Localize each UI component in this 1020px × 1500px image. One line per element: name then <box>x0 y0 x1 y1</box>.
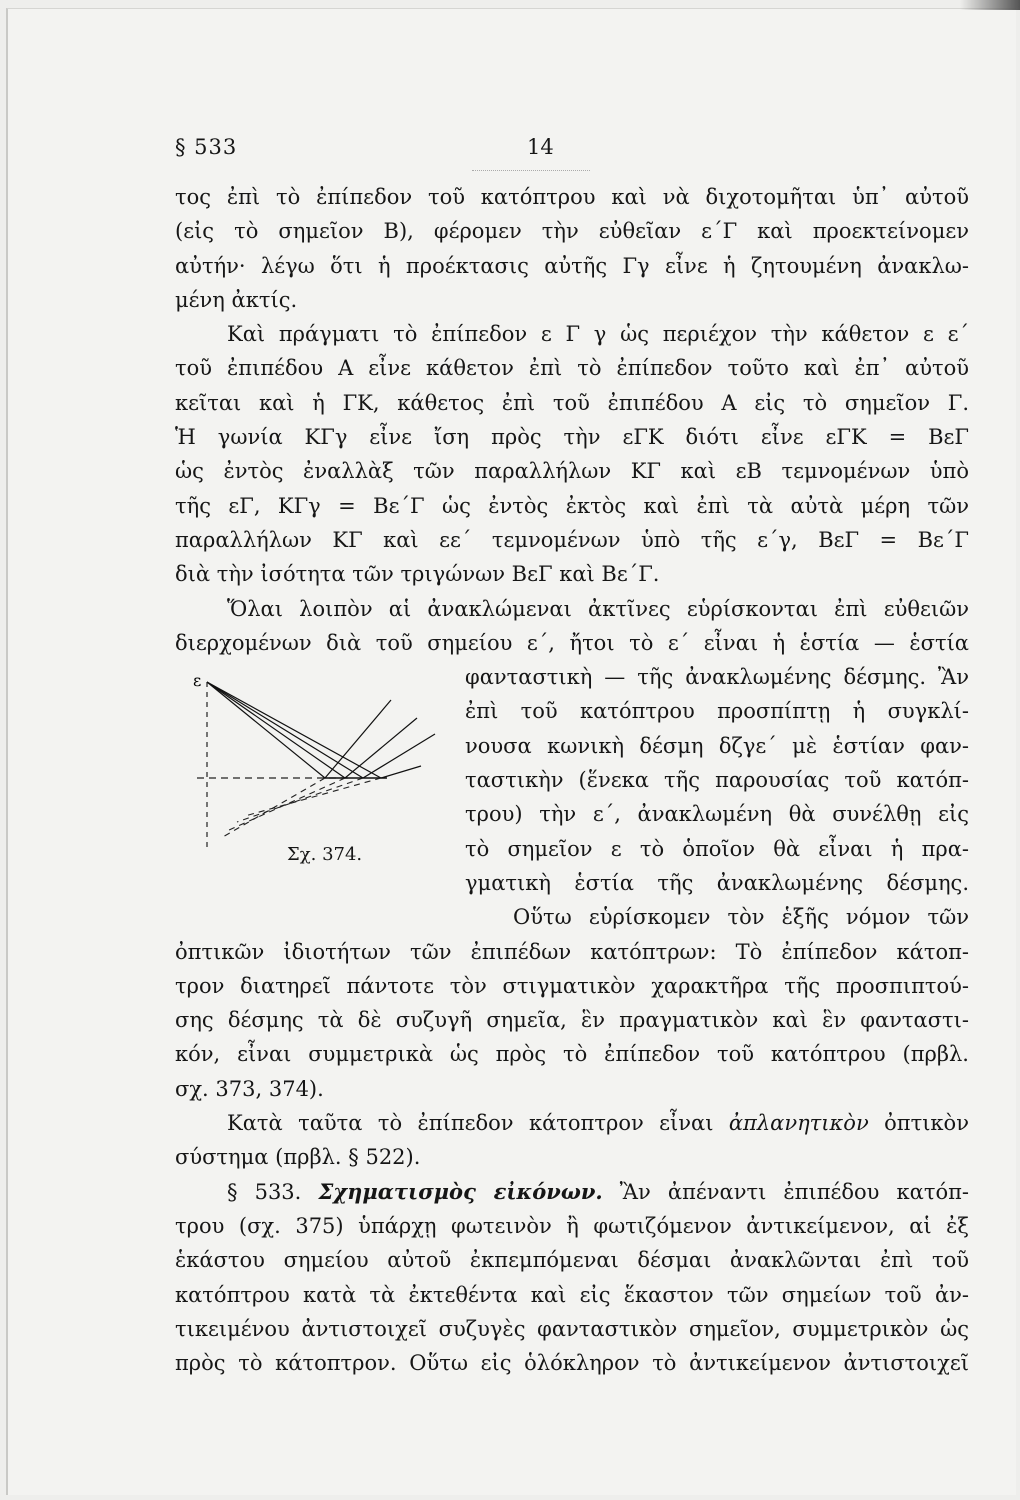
point-label-e: ε <box>193 671 202 691</box>
reflected-ray <box>363 734 435 778</box>
ray-line <box>207 682 325 778</box>
text-line: διερχομένων διὰ τοῦ σημείου ε΄, ἤτοι τὸ ε΄ εἶναι ἡ ἑστία — ἑστία <box>175 630 969 655</box>
text-line: ἐπὶ τοῦ κατόπτρου προσπίπτῃ ἡ συγκλί- <box>465 699 969 724</box>
text-line <box>175 1175 969 1209</box>
text-line <box>175 1106 969 1140</box>
text-fragment: Ἂν ἀπέναντι ἐπιπέδου κατόπ- <box>619 1179 969 1204</box>
section-number: § 533 <box>175 135 238 159</box>
virtual-ray <box>245 778 381 816</box>
text-line: τρου) τὴν ε΄, ἀνακλωμένη θὰ συνέλθῃ εἰς <box>465 802 969 827</box>
paragraph-section-533 <box>175 1175 969 1381</box>
italic-term: ἀπλανητικὸν <box>728 1111 869 1136</box>
text-line: διὰ τὴν ἰσότητα τῶν τριγώνων ΒεΓ καὶ Βε΄Γ. <box>175 562 660 587</box>
text-line: Καὶ πράγματι τὸ ἐπίπεδον ε Γ γ ὡς περιέχον τὴν κάθετον ε ε΄ <box>227 322 969 347</box>
text-line: ἑκάστου σημείου αὐτοῦ ἐκπεμπόμεναι δέσμαι ἀνακλῶνται ἐπὶ τοῦ <box>175 1248 969 1273</box>
virtual-ray <box>237 778 363 822</box>
text-line: τρον διατηρεῖ πάντοτε τὸν στιγματικὸν χαρακτῆρα τῆς προσπιπτού- <box>175 973 969 998</box>
mirror-diagram <box>185 670 455 860</box>
ray-line <box>207 682 381 778</box>
text-line: Ὅλαι λοιπὸν αἱ ἀνακλώμεναι ἀκτῖνες εὑρίσκονται ἐπὶ εὐθειῶν <box>227 596 969 621</box>
text-fragment: Κατὰ ταῦτα τὸ ἐπίπεδον κάτοπτρον εἶναι <box>227 1111 714 1136</box>
text-line: σύστημα (πρβλ. § 522). <box>175 1145 421 1170</box>
scan-corner-mark <box>960 0 1020 10</box>
text-line: σχ. 373, 374). <box>175 1076 324 1101</box>
text-line: σης δέσμης τὰ δὲ συζυγῆ σημεῖα, ἓν πραγματικὸν καὶ ἓν φανταστι- <box>175 1008 969 1033</box>
figure-side-text <box>465 660 969 900</box>
text-line: φανταστικὴ — τῆς ἀνακλωμένης δέσμης. Ἂν <box>465 665 969 690</box>
ray-line <box>207 682 345 778</box>
text-line: Οὕτω εὑρίσκομεν τὸν ἑξῆς νόμον τῶν <box>513 905 969 930</box>
section-heading-number: § 533. <box>227 1179 302 1204</box>
text-line: ὡς ἐντὸς ἐναλλὰξ τῶν παραλλήλων ΚΓ καὶ εΒ τεμνομένων ὑπὸ <box>175 459 969 484</box>
header-rule <box>472 170 590 171</box>
text-line: παραλλήλων ΚΓ καὶ εε΄ τεμνομένων ὑπὸ τῆς ε΄γ, ΒεΓ = Βε΄Γ <box>175 527 969 552</box>
text-line: (εἰς τὸ σημεῖον B), φέρομεν τὴν εὐθεῖαν ε΄Γ καὶ προεκτείνομεν <box>175 219 969 244</box>
reflected-ray <box>381 766 421 778</box>
text-line: τος ἐπὶ τὸ ἐπίπεδον τοῦ κατόπτρου καὶ νὰ διχοτομῆται ὑπ᾽ αὐτοῦ <box>175 185 969 209</box>
text-line: Ἡ γωνία ΚΓγ εἶνε ἴση πρὸς τὴν εΓΚ διότι εἶνε εΓΚ = ΒεΓ <box>175 425 969 450</box>
text-line: κεῖται καὶ ἡ ΓΚ, κάθετος ἐπὶ τοῦ ἐπιπέδου Α εἰς τὸ σημεῖον Γ. <box>175 390 969 415</box>
text-line: ταστικὴν (ἕνεκα τῆς παρουσίας τοῦ κατόπ- <box>465 768 969 793</box>
figure-caption: Σχ. 374. <box>287 844 363 866</box>
paragraph-aplanatic <box>175 1106 969 1175</box>
figure-374 <box>175 660 465 900</box>
text-line: μένη ἀκτίς. <box>175 287 298 312</box>
text-fragment: ὀπτικὸν <box>884 1111 969 1136</box>
text-line: νουσα κωνικὴ δέσμη δζγε΄ μὲ ἑστίαν φαν- <box>465 733 969 758</box>
text-body <box>175 180 969 1380</box>
text-line: γματικὴ ἑστία τῆς ἀνακλωμένης δέσμης. <box>465 870 969 895</box>
text-line: ὀπτικῶν ἰδιοτήτων τῶν ἐπιπέδων κατόπτρων: Τὸ ἐπίπεδον κάτοπ- <box>175 939 969 964</box>
text-line: τῆς εΓ, ΚΓγ = Βε΄Γ ὡς ἐντὸς ἐκτὸς καὶ ἐπὶ τὰ αὐτὰ μέρη τῶν <box>175 493 969 518</box>
reflected-ray <box>345 718 417 778</box>
paragraph-focus <box>175 592 969 661</box>
text-line: τικειμένου ἀντιστοιχεῖ συζυγὲς φανταστικὸν σημεῖον, συμμετρικὸν ὡς <box>175 1316 969 1341</box>
running-header <box>0 135 1020 165</box>
paragraph-continuation <box>175 180 969 317</box>
text-line: τοῦ ἐπιπέδου Α εἶνε κάθετον ἐπὶ τὸ ἐπίπεδον τοῦτο καὶ ἐπ᾽ αὐτοῦ <box>175 356 969 381</box>
ray-line <box>207 682 363 778</box>
text-line: τὸ σημεῖον ε τὸ ὁποῖον θὰ εἶναι ἡ πρα- <box>465 836 969 861</box>
paragraph-proof <box>175 317 969 591</box>
section-heading-title: Σχηματισμὸς εἰκόνων. <box>318 1178 603 1204</box>
text-line: αὐτήν· λέγω ὅτι ἡ προέκτασις αὐτῆς Γγ εἶνε ἡ ζητουμένη ἀνακλω- <box>175 253 969 278</box>
text-line: τρου (σχ. 375) ὑπάρχῃ φωτεινὸν ἢ φωτιζόμενον ἀντικείμενον, αἱ ἐξ <box>175 1213 969 1238</box>
figure-block <box>175 660 969 900</box>
page-number: 14 <box>527 135 554 159</box>
paragraph-law <box>175 900 969 1106</box>
text-line: κόν, εἶναι συμμετρικὰ ὡς πρὸς τὸ ἐπίπεδον τοῦ κατόπτρου (πρβλ. <box>175 1042 969 1067</box>
text-line: πρὸς τὸ κάτοπτρον. Οὕτω εἰς ὁλόκληρον τὸ ἀντικείμενον ἀντιστοιχεῖ <box>175 1351 969 1376</box>
text-line: κατόπτρου κατὰ τὰ ἐκτεθέντα καὶ εἰς ἕκαστον τῶν σημείων τοῦ ἀν- <box>175 1282 969 1307</box>
